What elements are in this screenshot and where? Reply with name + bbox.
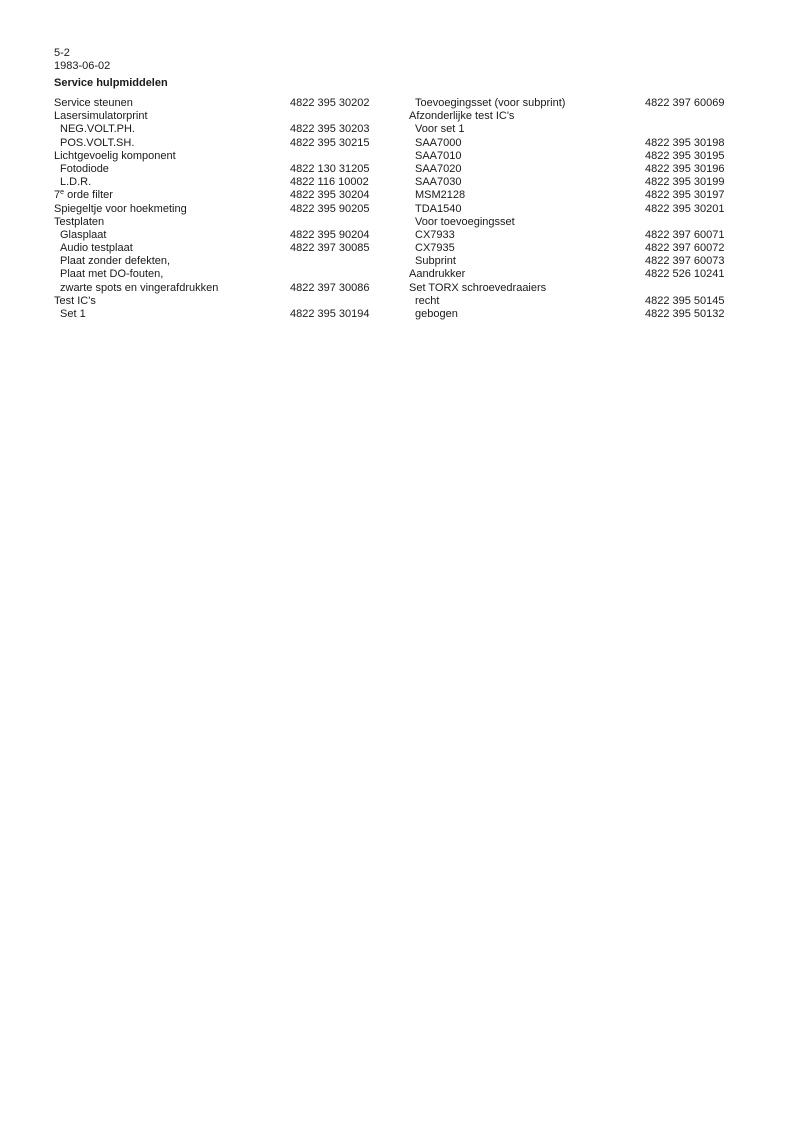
part-row bbox=[54, 268, 384, 281]
part-label: Testplaten bbox=[54, 215, 105, 228]
part-row bbox=[54, 150, 384, 163]
part-label: Fotodiode bbox=[60, 162, 109, 175]
part-label: recht bbox=[415, 294, 440, 307]
part-row bbox=[409, 97, 734, 110]
part-row bbox=[409, 255, 734, 268]
part-row bbox=[409, 282, 734, 295]
part-row bbox=[54, 295, 384, 308]
part-label: SAA7010 bbox=[415, 149, 462, 162]
part-code: 4822 395 30195 bbox=[645, 149, 725, 162]
part-label: Spiegeltje voor hoekmeting bbox=[54, 202, 187, 215]
part-row bbox=[409, 189, 734, 202]
part-row bbox=[409, 203, 734, 216]
part-label: L.D.R. bbox=[60, 176, 92, 189]
part-code: 4822 397 60071 bbox=[645, 228, 725, 241]
part-row bbox=[54, 163, 384, 176]
right-parts-list bbox=[409, 97, 734, 321]
part-label: NEG.VOLT.PH. bbox=[60, 123, 135, 136]
part-label: SAA7030 bbox=[415, 176, 462, 189]
part-code: 4822 397 60073 bbox=[645, 255, 725, 268]
part-label: CX7935 bbox=[415, 242, 455, 255]
part-label: Afzonderlijke test IC's bbox=[409, 110, 515, 123]
part-label: Service steunen bbox=[54, 97, 133, 109]
part-code: 4822 395 50132 bbox=[645, 308, 725, 320]
part-code: 4822 526 10241 bbox=[645, 268, 725, 281]
part-row bbox=[54, 255, 384, 268]
part-label: MSM2128 bbox=[415, 189, 466, 202]
part-label: Plaat zonder defekten, bbox=[60, 255, 171, 268]
left-parts-list bbox=[54, 97, 384, 321]
part-label-superscript: e bbox=[60, 189, 65, 197]
part-code: 4822 395 30204 bbox=[290, 189, 370, 202]
part-label: Voor toevoegingsset bbox=[415, 215, 515, 228]
part-row bbox=[54, 308, 384, 321]
part-label: zwarte spots en vingerafdrukken bbox=[60, 281, 219, 294]
part-row bbox=[54, 216, 384, 229]
part-code: 4822 397 60072 bbox=[645, 242, 725, 255]
part-label: Voor set 1 bbox=[415, 123, 465, 136]
part-row bbox=[54, 282, 384, 295]
part-label: POS.VOLT.SH. bbox=[60, 136, 135, 149]
part-label: Aandrukker bbox=[409, 268, 466, 281]
part-row bbox=[54, 97, 384, 110]
document-date: 1983-06-02 bbox=[54, 60, 111, 72]
part-row bbox=[409, 308, 734, 321]
part-code: 4822 395 30215 bbox=[290, 136, 370, 149]
part-label: SAA7020 bbox=[415, 162, 462, 175]
part-row bbox=[409, 137, 734, 150]
part-row bbox=[409, 295, 734, 308]
part-label: Lichtgevoelig komponent bbox=[54, 149, 176, 162]
part-row bbox=[409, 150, 734, 163]
part-label: Test IC's bbox=[54, 294, 96, 307]
part-code: 4822 395 90204 bbox=[290, 228, 370, 241]
part-row bbox=[409, 163, 734, 176]
part-row bbox=[409, 229, 734, 242]
part-code: 4822 116 10002 bbox=[290, 176, 369, 189]
part-label: Lasersimulatorprint bbox=[54, 110, 148, 123]
part-code: 4822 395 30203 bbox=[290, 123, 370, 136]
part-code: 4822 395 30201 bbox=[645, 202, 725, 215]
part-label: Set TORX schroevedraaiers bbox=[409, 281, 547, 294]
part-code: 4822 397 60069 bbox=[645, 97, 725, 109]
part-label: Plaat met DO-fouten, bbox=[60, 268, 164, 281]
part-row bbox=[54, 229, 384, 242]
part-row bbox=[54, 110, 384, 123]
part-label: Set 1 bbox=[60, 308, 86, 320]
part-code: 4822 395 30198 bbox=[645, 136, 725, 149]
part-code: 4822 397 30085 bbox=[290, 242, 370, 255]
part-code: 4822 395 30197 bbox=[645, 189, 725, 202]
part-row bbox=[409, 268, 734, 281]
part-row bbox=[54, 137, 384, 150]
part-label: Glasplaat bbox=[60, 228, 107, 241]
part-row bbox=[54, 123, 384, 136]
part-row bbox=[54, 203, 384, 216]
part-code: 4822 395 90205 bbox=[290, 202, 370, 215]
part-label bbox=[54, 189, 113, 202]
part-label: Toevoegingsset (voor subprint) bbox=[415, 97, 566, 109]
part-code: 4822 395 30194 bbox=[290, 308, 370, 320]
part-row bbox=[409, 176, 734, 189]
part-row bbox=[54, 242, 384, 255]
part-label-number: 7 bbox=[54, 189, 61, 202]
part-row bbox=[409, 242, 734, 255]
part-code: 4822 397 30086 bbox=[290, 281, 370, 294]
part-label: gebogen bbox=[415, 308, 458, 320]
page-number: 5-2 bbox=[54, 47, 70, 59]
part-row bbox=[54, 189, 384, 202]
part-row bbox=[409, 110, 734, 123]
part-code: 4822 130 31205 bbox=[290, 162, 370, 175]
part-code: 4822 395 30196 bbox=[645, 162, 725, 175]
section-title: Service hulpmiddelen bbox=[54, 77, 168, 89]
page-header bbox=[54, 47, 168, 90]
part-row bbox=[54, 176, 384, 189]
part-label: Subprint bbox=[415, 255, 456, 268]
part-row bbox=[409, 123, 734, 136]
part-code: 4822 395 50145 bbox=[645, 294, 725, 307]
part-label: CX7933 bbox=[415, 228, 455, 241]
part-code: 4822 395 30199 bbox=[645, 176, 725, 189]
part-label: Audio testplaat bbox=[60, 242, 133, 255]
part-label-text: orde filter bbox=[64, 189, 113, 202]
part-label: TDA1540 bbox=[415, 202, 462, 215]
part-row bbox=[409, 216, 734, 229]
part-code: 4822 395 30202 bbox=[290, 97, 370, 109]
part-label: SAA7000 bbox=[415, 136, 462, 149]
